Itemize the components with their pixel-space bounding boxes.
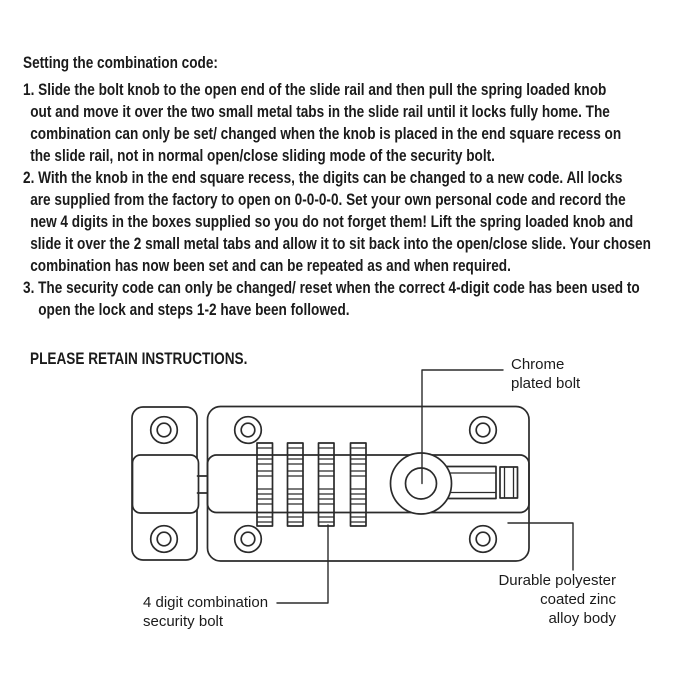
instruction-line: the slide rail, not in normal open/close sliding mode of the security bolt. xyxy=(30,146,495,165)
label-4-digit-combination xyxy=(143,593,268,631)
label-chrome-plated-bolt xyxy=(511,355,580,393)
instructions-block xyxy=(23,52,700,321)
instruction-line: slide it over the 2 small metal tabs and allow it to sit back into the open/close slide. Your chosen xyxy=(30,234,651,253)
bolt-end-cap xyxy=(500,467,518,498)
instruction-line: combination can only be set/ changed when the knob is placed in the end square recess on xyxy=(30,124,622,143)
instruction-line: 2. With the knob in the end square recess, the digits can be changed to a new code. All locks xyxy=(23,168,623,187)
security-bolt-diagram xyxy=(0,340,700,700)
keeper-plate xyxy=(132,407,199,560)
instruction-line: out and move it over the two small metal tabs in the slide rail until it locks fully home. The xyxy=(30,102,610,121)
label-line: Chrome xyxy=(511,356,565,373)
instruction-line: 1. Slide the bolt knob to the open end of the slide rail and then pull the spring loaded knob xyxy=(23,80,607,99)
retain-instructions-notice: PLEASE RETAIN INSTRUCTIONS. xyxy=(30,349,248,368)
label-line: coated zinc xyxy=(540,591,616,608)
instruction-item-2 xyxy=(23,167,700,277)
instruction-line: are supplied from the factory to open on 0-0-0-0. Set your own personal code and record the xyxy=(30,190,626,209)
bolt-knob xyxy=(391,453,452,514)
instruction-line: new 4 digits in the boxes supplied so you do not forget them! Lift the spring loaded knob and xyxy=(30,212,634,231)
instruction-item-1 xyxy=(23,79,700,167)
instruction-line: 3. The security code can only be changed/ reset when the correct 4-digit code has been used to xyxy=(23,278,640,297)
instruction-item-3 xyxy=(23,277,700,321)
label-line: alloy body xyxy=(548,610,616,627)
instruction-line: combination has now been set and can be repeated as and when required. xyxy=(30,256,511,275)
instruction-line: open the lock and steps 1-2 have been followed. xyxy=(38,300,350,319)
label-line: plated bolt xyxy=(511,375,581,392)
label-line: Durable polyester xyxy=(498,572,616,589)
label-line: 4 digit combination xyxy=(143,594,269,611)
page-title: Setting the combination code: xyxy=(23,53,218,72)
label-line: security bolt xyxy=(143,613,224,630)
label-zinc-alloy-body xyxy=(498,571,616,628)
